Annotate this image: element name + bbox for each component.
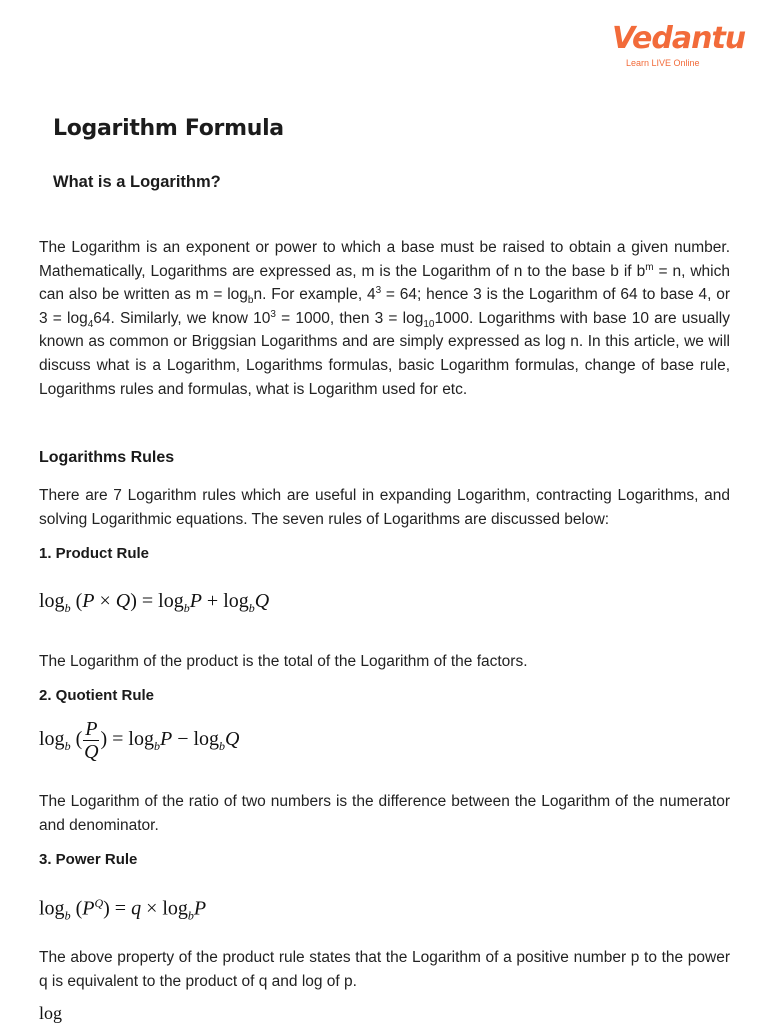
- cut-off-formula: log: [39, 1003, 63, 1023]
- power-rule-description: The above property of the product rule states that the Logarithm of a positive number p to the power q is equivalent to the product of q and log of p.: [39, 949, 730, 990]
- section-subtitle: What is a Logarithm?: [53, 173, 221, 191]
- quotient-rule-formula: $\log_b$ ( $\frac{P}{Q}$ ) = $\log_bP - \log_bQ$: [39, 718, 240, 763]
- power-rule-heading: 3. Power Rule: [39, 851, 138, 868]
- quotient-fraction: $\frac{P}{Q}$: [84, 718, 99, 763]
- product-rule-formula: $\log_b (P \times Q) = \log_bP + \log_bQ$: [39, 590, 270, 615]
- quotient-rule-description: The Logarithm of the ratio of two numbers is the difference between the Logarithm of the numerator and denominator.: [39, 793, 730, 834]
- vedantu-logo: [612, 21, 746, 72]
- product-rule-description: The Logarithm of the product is the total of the Logarithm of the factors.: [39, 653, 528, 670]
- product-rule-heading: 1. Product Rule: [39, 545, 150, 562]
- rules-heading: Logarithms Rules: [39, 449, 175, 466]
- quotient-rule-heading: 2. Quotient Rule: [39, 687, 155, 704]
- page-title: Logarithm Formula: [53, 116, 284, 141]
- power-rule-formula: $\log_b (P^Q) = q \times \log_bP$: [39, 896, 207, 923]
- intro-paragraph: The Logarithm is an exponent or power to which a base must be raised to obtain a given number. Mathematically, Logarithms are expressed as, m is the Logarithm of n to the base b if $b^m = n$, which can also be written as $m = \log_bn$. For example, $4^3 = 64$; hence 3 is the Logarithm of 64 to base 4, or $3 = \log_464$. Similarly, we know $10^3 = 1000$, then $3 = \log_{10}1000$. Logarithms with base 10 are usually known as common or Briggsian Logarithms and are simply expressed as log n. In this article, we will discuss what is a Logarithm, Logarithms formulas, basic Logarithm formulas, change of base rule, Logarithms rules and formulas, what is Logarithm used for etc.: [39, 239, 731, 398]
- rules-intro-paragraph: There are 7 Logarithm rules which are useful in expanding Logarithm, contracting Logarithms, and solving Logarithmic equations. The seven rules of Logarithms are discussed below:: [39, 487, 730, 528]
- logo-wordmark: Vedantu: [612, 21, 746, 56]
- logo-tagline: Learn LIVE Online: [626, 58, 700, 68]
